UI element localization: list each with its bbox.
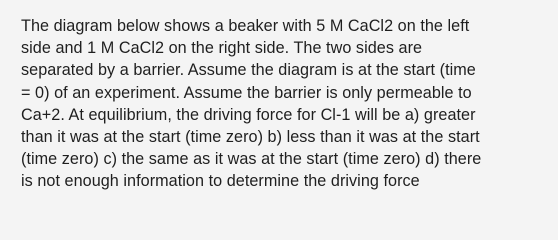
question-line: is not enough information to determine the driving force [21,172,420,191]
question-line: side and 1 M CaCl2 on the right side. The two sides are [21,39,423,58]
question-text [21,15,547,193]
question-line: Ca+2. At equilibrium, the driving force for Cl-1 will be a) greater [21,105,476,124]
question-line: (time zero) c) the same as it was at the start (time zero) d) there [21,150,482,169]
question-line: = 0) of an experiment. Assume the barrier is only permeable to [21,83,472,102]
question-line: than it was at the start (time zero) b) less than it was at the start [21,128,480,147]
question-line: The diagram below shows a beaker with 5 M CaCl2 on the left [21,17,470,35]
question-line: separated by a barrier. Assume the diagram is at the start (time [21,61,476,80]
